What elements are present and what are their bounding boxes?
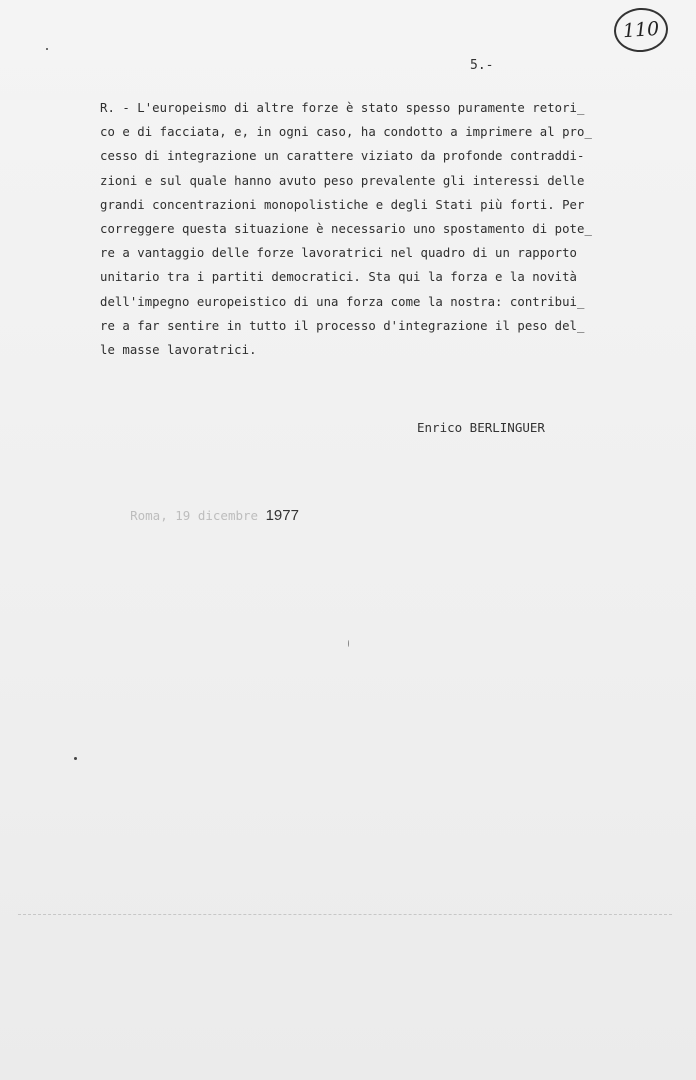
- paper-speck: [46, 48, 48, 50]
- paper-speck: [74, 757, 77, 760]
- body-line: re a far sentire in tutto il processo d'integrazione il peso del_: [100, 318, 585, 333]
- paper-speck: [348, 640, 349, 647]
- date-place-day-month: Roma, 19 dicembre: [130, 508, 266, 523]
- archive-number-stamp: 110: [613, 6, 670, 54]
- body-line: R. - L'europeismo di altre forze è stato spesso puramente retori_: [100, 101, 585, 115]
- page-number: 5.-: [470, 58, 494, 73]
- body-line: cesso di integrazione un carattere viziato da profonde contraddi-: [100, 149, 585, 164]
- body-line: re a vantaggio delle forze lavoratrici nel quadro di un rapporto: [100, 246, 578, 261]
- date-line: [100, 492, 299, 539]
- signature: Enrico BERLINGUER: [417, 420, 545, 435]
- body-line: unitario tra i partiti democratici. Sta qui la forza e la novità: [100, 270, 578, 285]
- body-line: co e di facciata, e, in ogni caso, ha condotto a imprimere al pro_: [100, 125, 592, 140]
- body-line: le masse lavoratrici.: [100, 342, 257, 357]
- body-line: correggere questa situazione è necessario uno spostamento di pote_: [100, 221, 592, 236]
- body-line: zioni e sul quale hanno avuto peso prevalente gli interessi delle: [100, 173, 585, 188]
- body-text: [100, 96, 660, 362]
- date-year: 1977: [265, 507, 299, 524]
- body-line: grandi concentrazioni monopolistiche e degli Stati più forti. Per: [100, 197, 585, 212]
- body-line: dell'impegno europeistico di una forza come la nostra: contribui_: [100, 294, 585, 309]
